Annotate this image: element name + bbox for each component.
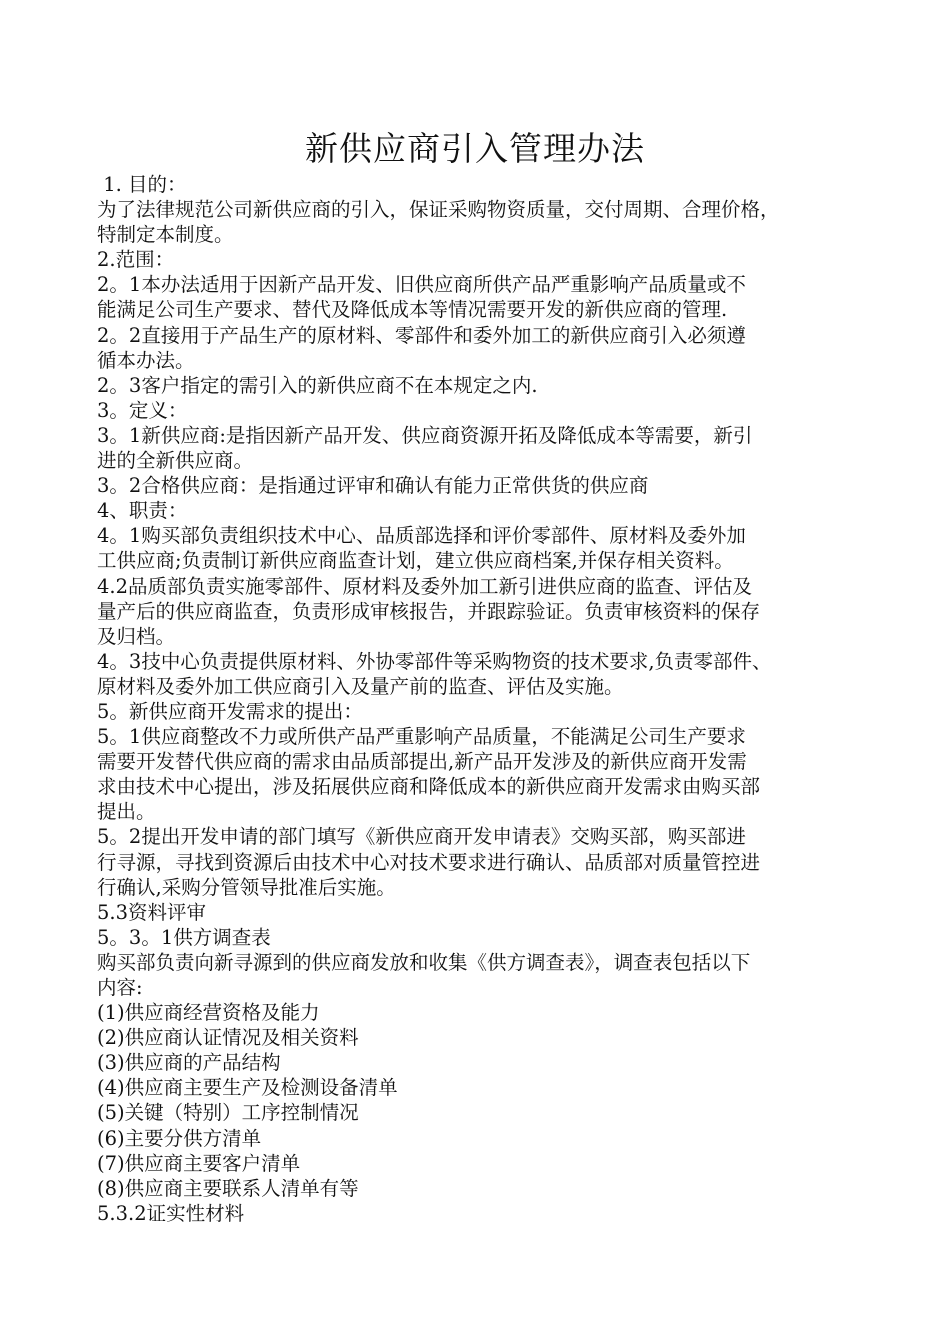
document-line: 能满足公司生产要求、替代及降低成本等情况需要开发的新供应商的管理. [97, 298, 728, 322]
document-line: 行寻源，寻找到资源后由技术中心对技术要求进行确认、品质部对质量管控进 [97, 850, 761, 874]
document-line: 4。3技中心负责提供原材料、外协零部件等采购物资的技术要求,负责零部件、 [97, 649, 772, 673]
document-line: 4、职责： [97, 499, 188, 523]
document-line: 5。新供应商开发需求的提出： [97, 699, 363, 723]
document-line: 2.范围： [97, 248, 175, 272]
document-line: 4。1购买部负责组织技术中心、品质部选择和评价零部件、原材料及委外加 [97, 524, 746, 548]
document-line: (8)供应商主要联系人清单有等 [97, 1176, 359, 1200]
document-line: 5。2提出开发申请的部门填写《新供应商开发申请表》交购买部，购买部进 [97, 825, 746, 849]
document-line: 3。2合格供应商：是指通过评审和确认有能力正常供货的供应商 [97, 474, 649, 498]
document-body [97, 172, 867, 1226]
document-line: (3)供应商的产品结构 [97, 1051, 281, 1075]
document-line: 1. 目的： [97, 173, 187, 196]
document-line: 3。1新供应商:是指因新产品开发、供应商资源开拓及降低成本等需要，新引 [97, 423, 753, 447]
document-line: (7)供应商主要客户清单 [97, 1151, 301, 1175]
document-line: 原材料及委外加工供应商引入及量产前的监查、评估及实施。 [97, 674, 624, 698]
document-line: 内容: [97, 976, 143, 999]
document-line: (6)主要分供方清单 [97, 1126, 262, 1150]
document-line: (2)供应商认证情况及相关资料 [97, 1026, 359, 1050]
document-line: 3。定义： [97, 398, 188, 422]
document-line: 4.2品质部负责实施零部件、原材料及委外加工新引进供应商的监查、评估及 [97, 574, 753, 598]
document-line: 特制定本制度。 [97, 223, 234, 247]
document-line: 5。3。1供方调查表 [97, 925, 271, 949]
document-line: 2。1本办法适用于因新产品开发、旧供应商所供产品严重影响产品质量或不 [97, 273, 746, 297]
document-line: 2。2直接用于产品生产的原材料、零部件和委外加工的新供应商引入必须遵 [97, 323, 746, 347]
document-line: 行确认,采购分管领导批准后实施。 [97, 875, 396, 899]
document-line: (4)供应商主要生产及检测设备清单 [97, 1076, 398, 1100]
document-line: 求由技术中心提出，涉及拓展供应商和降低成本的新供应商开发需求由购买部 [97, 775, 761, 799]
document-line: 工供应商;负责制订新供应商监查计划，建立供应商档案,并保存相关资料。 [97, 549, 734, 573]
document-title: 新供应商引入管理办法 [305, 129, 645, 168]
document-line: (5)关键（特别）工序控制情况 [97, 1101, 359, 1125]
document-line: 进的全新供应商。 [97, 449, 254, 473]
document-line: 2。3客户指定的需引入的新供应商不在本规定之内. [97, 373, 538, 397]
document-line: 循本办法。 [97, 348, 195, 372]
document-line: 提出。 [97, 800, 156, 824]
document-line: 量产后的供应商监查，负责形成审核报告，并跟踪验证。负责审核资料的保存 [97, 599, 761, 623]
document-line: 5。1供应商整改不力或所供产品严重影响产品质量，不能满足公司生产要求 [97, 725, 746, 749]
document-line: 为了法律规范公司新供应商的引入，保证采购物资质量，交付周期、合理价格， [97, 198, 780, 222]
document-line: 需要开发替代供应商的需求由品质部提出,新产品开发涉及的新供应商开发需 [97, 750, 747, 774]
document-line: 购买部负责向新寻源到的供应商发放和收集《供方调查表》，调查表包括以下 [97, 950, 751, 974]
document-line: 及归档。 [97, 624, 176, 648]
document-line: (1)供应商经营资格及能力 [97, 1001, 320, 1025]
document-line: 5.3资料评审 [97, 900, 207, 924]
document-line: 5.3.2证实性材料 [97, 1201, 245, 1225]
